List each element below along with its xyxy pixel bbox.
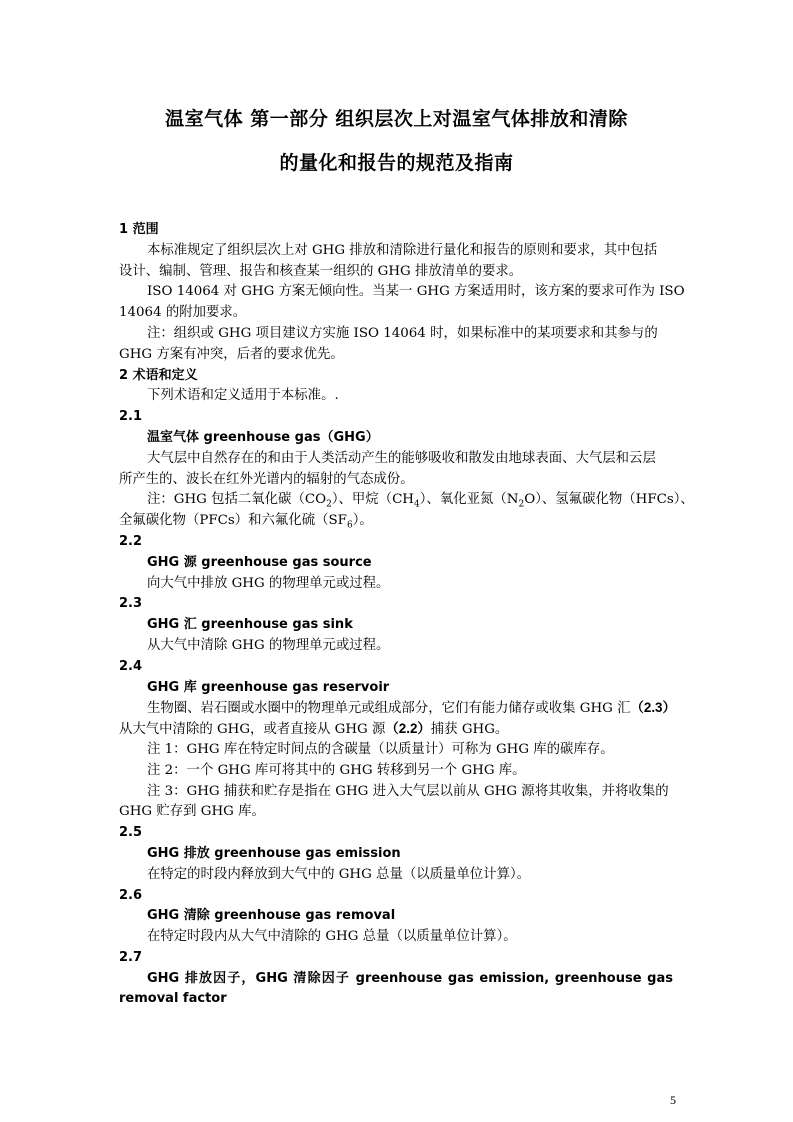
note-line: 注：组织或 GHG 项目建议方实施 ISO 14064 时，如果标准中的某项要求和其参与的	[147, 325, 658, 341]
term-title: GHG 排放因子，GHG 清除因子 greenhouse gas emission, greenhouse gas	[147, 970, 673, 986]
definition-line	[119, 719, 673, 740]
subscript: 2	[518, 500, 525, 511]
term-title: GHG 清除 greenhouse gas removal	[147, 908, 396, 924]
note-line	[119, 511, 673, 532]
note-text: 注：GHG 包括二氧化碳（CO	[147, 492, 327, 508]
cross-reference: （2.3）	[630, 700, 676, 716]
paragraph-line: 下列术语和定义适用于本标准。.	[147, 388, 339, 404]
note-text: ）。	[352, 513, 373, 529]
definition-line: 在特定时段内从大气中清除的 GHG 总量（以质量单位计算）。	[147, 929, 517, 945]
term-title: GHG 源 greenhouse gas source	[147, 554, 372, 570]
note-line	[119, 490, 694, 511]
clause-number: 2.7	[119, 949, 143, 965]
term-title: GHG 汇 greenhouse gas sink	[147, 617, 353, 633]
paragraph-line: ISO 14064 对 GHG 方案无倾向性。当某一 GHG 方案适用时，该方案的要求可作为 ISO	[147, 284, 685, 300]
note-line: GHG 贮存到 GHG 库。	[119, 804, 265, 820]
subscript: 2	[326, 500, 332, 511]
section-heading: 2 术语和定义	[119, 367, 198, 383]
clause-number: 2.1	[119, 409, 143, 425]
term-title: GHG 排放 greenhouse gas emission	[147, 845, 401, 861]
definition-line: 所产生的、波长在红外光谱内的辐射的气态成份。	[119, 471, 414, 487]
subscript: 6	[346, 520, 353, 531]
note-line: GHG 方案有冲突，后者的要求优先。	[119, 346, 344, 362]
paragraph-line: 14064 的附加要求。	[119, 305, 247, 321]
note-line: 注 3：GHG 捕获和贮存是指在 GHG 进入大气层以前从 GHG 源将其收集，并将收集的	[147, 783, 669, 799]
paragraph-line: 本标准规定了组织层次上对 GHG 排放和清除进行量化和报告的原则和要求，其中包括	[147, 242, 658, 258]
doc-title-line-1: 温室气体 第一部分 组织层次上对温室气体排放和清除	[165, 108, 628, 130]
subscript: 4	[414, 500, 420, 511]
definition-text: 捕获 GHG。	[430, 722, 509, 738]
term-title: 温室气体 greenhouse gas（GHG）	[147, 429, 379, 445]
document-body	[119, 220, 694, 1010]
note-text: ）、甲烷（CH	[331, 492, 414, 508]
definition-text: 从大气中清除的 GHG，或者直接从 GHG 源	[119, 722, 386, 738]
cross-reference: （2.2）	[385, 721, 431, 737]
clause-number: 2.5	[119, 825, 143, 841]
clause-number: 2.3	[119, 596, 143, 612]
definition-line: 在特定的时段内释放到大气中的 GHG 总量（以质量单位计算）。	[147, 866, 531, 882]
definition-line: 大气层中自然存在的和由于人类活动产生的能够吸收和散发由地球表面、大气层和云层	[147, 450, 656, 466]
clause-number: 2.6	[119, 887, 143, 903]
clause-number: 2.4	[119, 658, 143, 674]
definition-line: 向大气中排放 GHG 的物理单元或过程。	[147, 575, 390, 591]
definition-line: 从大气中清除 GHG 的物理单元或过程。	[147, 637, 390, 653]
doc-title-line-2: 的量化和报告的规范及指南	[279, 152, 514, 174]
note-text: O）、氢氟碳化物（HFCs）、	[524, 492, 694, 508]
paragraph-line: 设计、编制、管理、报告和核查某一组织的 GHG 排放清单的要求。	[119, 263, 523, 279]
definition-line	[119, 698, 676, 719]
term-title: removal factor	[119, 991, 227, 1007]
page-number: 5	[670, 1093, 676, 1107]
note-text: ）、氧化亚氮（N	[419, 492, 519, 508]
note-line: 注 1：GHG 库在特定时间点的含碳量（以质量计）可称为 GHG 库的碳库存。	[147, 741, 614, 757]
note-line: 注 2：一个 GHG 库可将其中的 GHG 转移到另一个 GHG 库。	[147, 762, 526, 778]
term-title: GHG 库 greenhouse gas reservoir	[147, 679, 390, 695]
definition-text: 生物圈、岩石圈或水圈中的物理单元或组成部分，它们有能力储存或收集 GHG 汇	[147, 701, 631, 717]
section-heading: 1 范围	[119, 222, 159, 237]
clause-number: 2.2	[119, 533, 143, 549]
note-text: 全氟碳化物（PFCs）和六氟化硫（SF	[119, 513, 347, 529]
